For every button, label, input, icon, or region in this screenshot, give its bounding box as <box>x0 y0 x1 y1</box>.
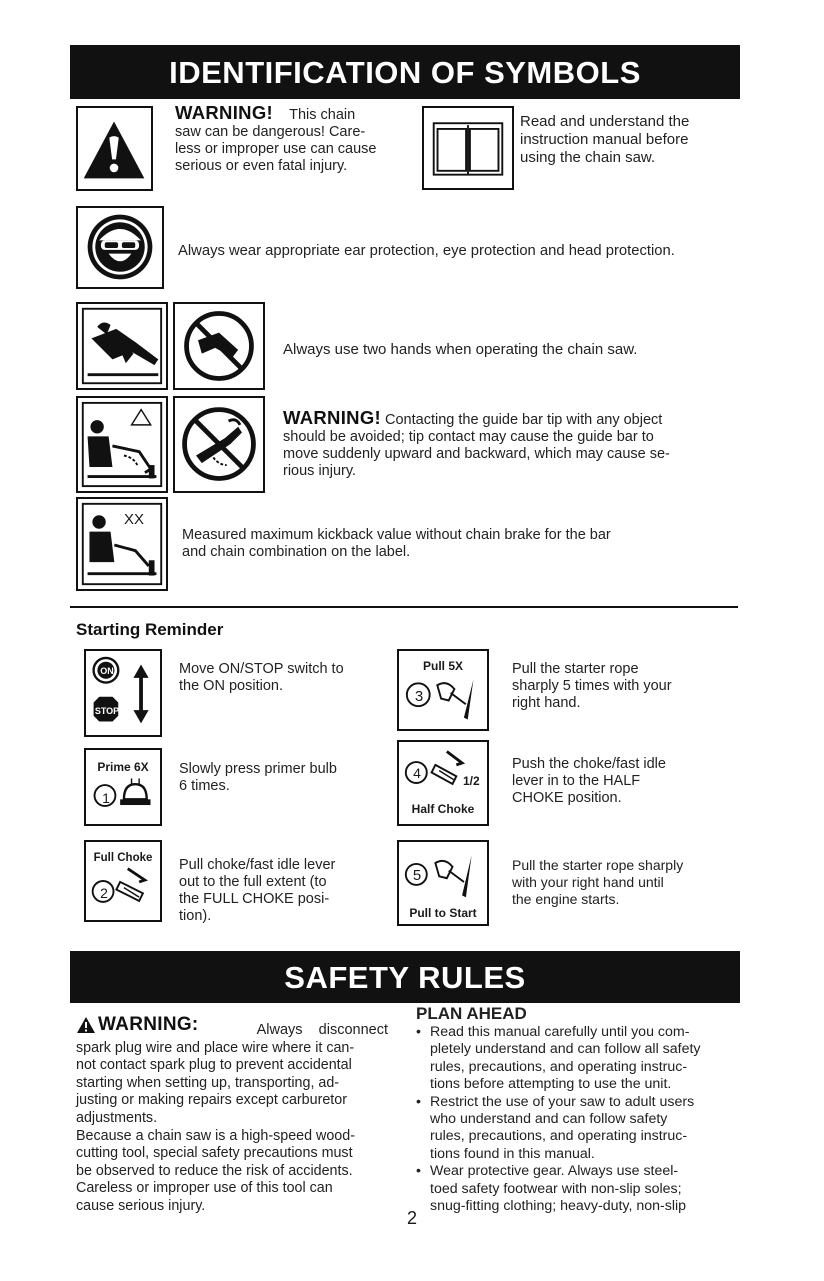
protection-text: Always wear appropriate ear protection, eye protection and head protection. <box>178 243 675 259</box>
warning-chain-line: saw can be dangerous! Care- <box>175 124 366 140</box>
pull-to-start-text <box>512 857 738 908</box>
warning-tip-line: Contacting the guide bar tip with any object <box>385 412 663 428</box>
safety-warning-line: not contact spark plug to prevent accidental <box>76 1057 352 1074</box>
full-choke-icon <box>84 840 162 922</box>
pull-to-start-line: with your right hand until <box>512 874 664 890</box>
half-choke-line: Push the choke/fast idle <box>512 756 666 772</box>
pull-5x-line: Pull the starter rope <box>512 661 639 677</box>
full-choke-line: the FULL CHOKE posi- <box>179 891 330 907</box>
plan-ahead-bullet <box>416 1094 740 1164</box>
safety-warning-tail: Always disconnect <box>256 1022 388 1038</box>
plan-ahead-line: rules, precautions, and operating instruc- <box>430 1128 688 1145</box>
prime-line: 6 times. <box>179 778 230 794</box>
plan-ahead-line: pletely understand and can follow all safety <box>430 1041 701 1058</box>
warning-chain-line: less or improper use can cause <box>175 141 377 157</box>
safety-warning-line: justing or making repairs except carburetor <box>76 1092 347 1109</box>
tip-contact-prohibited-icon <box>173 396 265 493</box>
plan-ahead-line: who understand and can follow safety <box>430 1111 668 1128</box>
safety-warning-line: spark plug wire and place wire where it can- <box>76 1039 355 1056</box>
plan-ahead-section <box>416 1004 740 1215</box>
pull-5x-text <box>512 661 732 712</box>
warning-chain-line: serious or even fatal injury. <box>175 158 348 174</box>
safety-warning-line: cause serious injury. <box>76 1197 206 1214</box>
on-switch-line: the ON position. <box>179 678 283 694</box>
plan-ahead-line: • Wear protective gear. Always use steel- <box>430 1163 679 1180</box>
on-switch-line: Move ON/STOP switch to <box>179 661 344 677</box>
plan-ahead-line: snug-fitting clothing; heavy-duty, non-slip <box>430 1198 687 1215</box>
protection-icon <box>76 206 164 289</box>
half-choke-text <box>512 756 732 807</box>
warning-tip-line: rious injury. <box>283 463 357 479</box>
step-number-3: 3 <box>414 688 424 705</box>
full-choke-line: Pull choke/fast idle lever <box>179 857 336 873</box>
one-hand-prohibited-icon <box>173 302 265 390</box>
prime-label: Prime 6X <box>97 760 149 774</box>
read-manual-line: Read and understand the <box>520 113 690 130</box>
warning-tip-line: should be avoided; tip contact may cause the guide bar to <box>283 429 654 445</box>
full-choke-line: out to the full extent (to <box>179 874 327 890</box>
plan-ahead-line: • Read this manual carefully until you com- <box>430 1024 690 1040</box>
kickback-zone-icon <box>76 396 168 493</box>
manual-book-icon <box>422 106 514 190</box>
step-number-2: 2 <box>100 885 108 901</box>
pull-5x-icon <box>397 649 489 731</box>
kickback-line: Measured maximum kickback value without chain brake for the bar <box>182 527 611 543</box>
full-choke-label: Full Choke <box>93 852 153 864</box>
half-choke-line: CHOKE position. <box>512 790 622 806</box>
page-number: 2 <box>406 1208 417 1228</box>
on-label: ON <box>100 666 114 676</box>
warning-tip-heading: WARNING! <box>283 407 381 428</box>
safety-warning-heading: WARNING: <box>98 1014 199 1036</box>
two-hands-chainsaw-icon <box>76 302 168 390</box>
plan-ahead-bullet <box>416 1163 740 1215</box>
half-choke-line: lever in to the HALF <box>512 773 641 789</box>
full-choke-line: tion). <box>179 908 212 924</box>
step-number-1: 1 <box>102 790 110 806</box>
plan-ahead-line: tions before attempting to use the unit. <box>430 1076 672 1093</box>
warning-triangle-icon <box>76 106 153 191</box>
plan-ahead-bullet <box>416 1024 740 1094</box>
on-stop-switch-icon <box>84 649 162 737</box>
warning-chain-heading: WARNING! <box>175 102 273 123</box>
half-choke-icon <box>397 740 489 826</box>
on-switch-text <box>179 661 379 695</box>
safety-rules-banner: SAFETY RULES <box>70 951 740 1003</box>
kickback-icon-label: XX <box>124 511 145 528</box>
kickback-text <box>182 527 738 561</box>
read-manual-text <box>520 113 740 167</box>
safety-warning-line: cutting tool, special safety precautions must <box>76 1145 353 1162</box>
pull-5x-label: Pull 5X <box>422 659 463 673</box>
section-divider <box>70 606 738 608</box>
step-number-4: 4 <box>413 765 421 781</box>
half-choke-label: Half Choke <box>411 802 475 816</box>
safety-warning-line: adjustments. <box>76 1109 158 1126</box>
plan-ahead-title: PLAN AHEAD <box>416 1004 527 1023</box>
pull-to-start-label: Pull to Start <box>409 906 477 920</box>
read-manual-line: instruction manual before <box>520 131 689 148</box>
safety-warning-line: Careless or improper use of this tool can <box>76 1180 333 1197</box>
warning-chain-line: This chain <box>289 107 356 123</box>
identification-banner: IDENTIFICATION OF SYMBOLS <box>70 45 740 99</box>
warning-alert-icon <box>76 1016 96 1034</box>
step-number-5: 5 <box>412 867 422 884</box>
safety-warning-text <box>76 1016 388 1216</box>
starting-reminder-title: Starting Reminder <box>76 620 224 639</box>
plan-ahead-line: tions found in this manual. <box>430 1145 595 1162</box>
two-hands-text: Always use two hands when operating the chain saw. <box>283 341 638 358</box>
plan-ahead-line: • Restrict the use of your saw to adult users <box>430 1093 695 1110</box>
warning-tip-text <box>283 409 738 480</box>
kickback-line: and chain combination on the label. <box>182 544 411 560</box>
warning-tip-line: move suddenly upward and backward, which may cause se- <box>283 446 670 462</box>
safety-warning-line: Because a chain saw is a high-speed wood- <box>76 1127 355 1144</box>
measured-kickback-icon <box>76 497 168 591</box>
plan-ahead-line: toed safety footwear with non-slip soles; <box>430 1180 682 1197</box>
prime-line: Slowly press primer bulb <box>179 761 337 777</box>
read-manual-line: using the chain saw. <box>520 149 656 166</box>
prime-6x-icon <box>84 748 162 826</box>
pull-to-start-line: the engine starts. <box>512 891 620 907</box>
safety-warning-line: starting when setting up, transporting, ad- <box>76 1074 340 1091</box>
plan-ahead-line: rules, precautions, and operating instruc- <box>430 1058 688 1075</box>
pull-5x-line: right hand. <box>512 695 581 711</box>
pull-5x-line: sharply 5 times with your <box>512 678 672 694</box>
prime-text <box>179 761 379 795</box>
safety-warning-line: be observed to reduce the risk of accidents. <box>76 1162 353 1179</box>
full-choke-text <box>179 857 389 925</box>
pull-to-start-icon <box>397 840 489 926</box>
pull-to-start-line: Pull the starter rope sharply <box>512 857 684 873</box>
half-fraction: 1/2 <box>463 774 480 788</box>
warning-chain-text <box>175 104 385 175</box>
stop-label: STOP <box>94 706 120 716</box>
